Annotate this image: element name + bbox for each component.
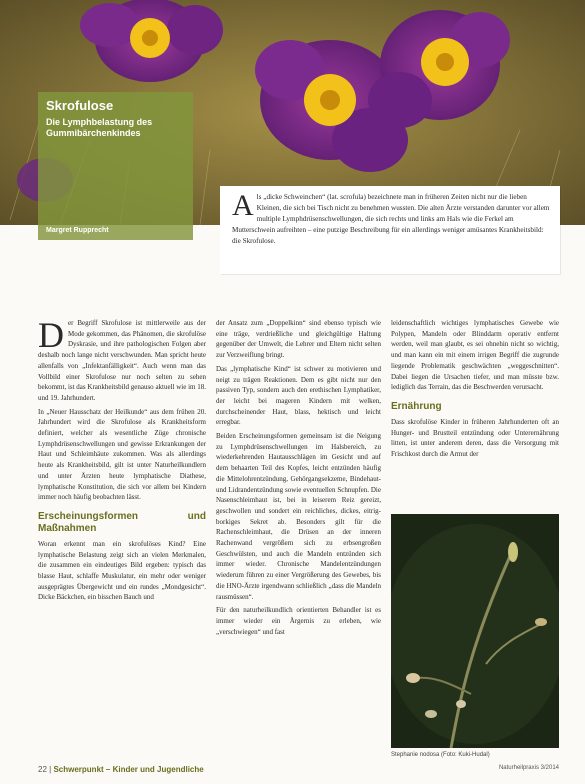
col1-p1-text: er Begriff Skrofulose ist mittlerweile aus der Mode gekommen, das Phänomen, die skrofulöse Dyskrasie, und ihre pathologischen Folgen aber deshalb noch lange nicht verschwunden. Man spricht heute allenfalls von „Infektanfälligkeit“. Auch wenn man das Vollbild einer Skrofulose nur noch selten zu sehen bekommt, ist das Krankheitsbild genauso aktuell wie im 18. und 19. Jahrhundert. [38,319,206,402]
intro-box [220,186,560,274]
intro-dropcap: A [232,189,254,222]
col2-p3: Beiden Erscheinungsformen gemeinsam ist die Neigung zu Lymphdrüsenschwellungen im Halsbereich, zu wiederkehrenden Hautausschlägen im Gesicht und auf dem behaarten Teil des Kopfes, leicht entzünden häufig die Mittelohrentzündung, Gehörgangsekzeme, Bindehaut- und Lidrandentzündung sowie eventuellen Schnupfen. Die Nasenschleimhaut ist, bei in leiserem Reiz gereizt, geschwollen und sondert ein reichliches, dickes, eitrig-borkiges Sekret ab. Besonders gilt für die Rachenschleimhaut, die Drüsen an der inneren Rachenwand vergrößern sich zu erbsengroßen Geschwülsten, und auch die Mandeln entzünden sich immer wieder. Chronische Mandelentzündungen wiederum führen zu einer Vergrößerung des Gewebes, bis die HNO-Ärzte irgendwann schließlich „dass die Mandeln rausmüssen“. [216,432,381,601]
col2-p1: der Ansatz zum „Doppelkinn“ sind ebenso typisch wie eine träge, verdrießliche und gleichgültige Haltung gegenüber der Umwelt, die Lehrer und Eltern nicht selten zur Verzweiflung bringt. [216,319,381,360]
footer-left [38,765,204,774]
col1-dropcap: D [38,315,64,355]
article-title: Skrofulose [46,98,114,113]
column-1 [38,315,206,606]
col1-p1 [38,315,206,404]
col3-p1: leidenschaftlich wichtiges lymphatisches Gewebe wie Polypen, Mandeln oder Blinddarm operativ entfernt werden, weil man glaubt, es sei ohnehin nicht so wichtig, und man kann ein mit einem irrigen Begriff die zugrunde liegende Problematik geschwächten „weggeschnitten“. Dabei liegen die Ursachen tiefer, und man müsste bzw. lediglich das Terrain, das die Beschwerden verursacht. [391,319,559,392]
page-number: 22 [38,765,47,774]
page-footer [38,765,559,774]
article-subtitle: Die Lymphbelastung des Gummibärchenkindes [46,116,153,138]
section-name: Schwerpunkt – Kinder und Jugendliche [53,765,204,774]
col2-p2: Das „lymphatische Kind“ ist schwer zu motivieren und neigt zu trägen Reaktionen. Dem es gibt nicht nur den passiven Typ, sondern auch den erethischen Lymphatiker, der leicht bei mageren Kindern mit welken, durchscheinender Haut, blass, hektisch und leicht erregbar. [216,364,381,427]
col1-p2: In „Neuer Hausschatz der Heilkunde“ aus dem frühen 20. Jahrhundert wird die Skrofulose als Krankheitsform definiert, welcher als wesentliche Züge chronische Lymphdrüsenschwellungen und gewisse Erkrankungen der Haut und Schleimhäute zukommen. Was als allerdings heute als Krankheitsbild, gilt ist unter Naturheilkundlern und unter Ärzten heute lymphatische Diathese, lymphatische Konstitution, die sich vor allem bei Kindern immer noch häufig beobachten lässt. [38,407,206,502]
footer-divider: | [49,765,54,774]
column-3 [391,318,559,463]
photo-caption: Stephanie nodosa (Foto: Kuki-Hudal) [391,752,490,758]
intro-text: ls „dicke Schweinchen“ (lat. scrofula) bezeichnete man in früheren Zeiten nicht nur die lieben Kleinen, die sich bei Tisch nicht zu benehmen wussten. Die alten Ärzte verstanden darunter vor allem multiple Lymphdrüsenschwellungen, die sich rechts und links am Hals wie die Ferkel am Mutterschwein aufreihten – eine putzige Beschreibung für ein allerdings weniger amüsantes Krankheitsbild: die Skrofulose. [232,193,550,245]
issue-label: Naturheilpraxis 3/2014 [498,765,559,771]
author-name: Margret Rupprecht [46,227,109,234]
subhead-ernaehrung: Ernährung [391,400,442,412]
plant-illustration [391,514,559,748]
plant-photo [391,514,559,748]
column-2 [216,318,381,640]
title-box [38,92,193,240]
subhead-erscheinungsformen: Erscheinungsformen und Maßnahmen [38,510,206,534]
col1-p3: Woran erkennt man ein skrofulöses Kind? Eine lymphatische Belastung zeigt sich an vielen Merkmalen, die zusammen ein eindeutiges Bild ergeben: typisch das blasse Haut, schlaffe Muskulatur, ein mehr oder weniger ausgeprägtes Übergewicht und ein rundes „Mondgesicht“. Dicke Bäckchen, ein bisschen Bauch und [38,539,206,602]
col3-p2: Dass skrofulöse Kinder in früheren Jahrhunderten oft an Hunger- und Brustteil entzündung oder Unterernährung litten, ist unter anderem deren, dass die Versorgung mit Frischkost durch die Armut der [391,417,559,459]
col2-p4: Für den naturheilkundlich orientierten Behandler ist es immer wieder ein Ärgernis zu erleben, wie „verschwiegen“ und fast [216,606,381,636]
